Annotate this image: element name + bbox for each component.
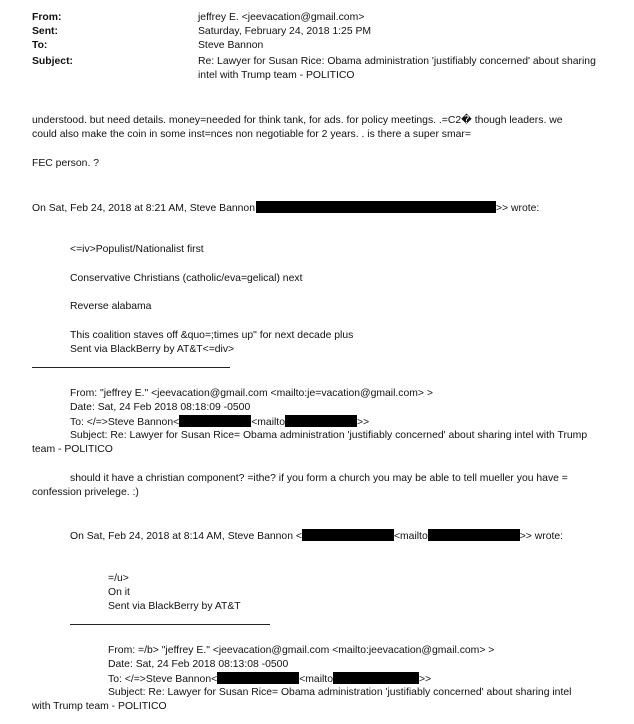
redaction-block <box>302 529 394 541</box>
from-label: From: <box>32 12 62 23</box>
reply2-header-before: On Sat, Feb 24, 2018 at 8:14 AM, Steve Bannon < <box>70 531 302 542</box>
redaction-block <box>217 672 299 684</box>
sent-value: Saturday, February 24, 2018 1:25 PM <box>198 26 372 37</box>
subject-line-1: Re: Lawyer for Susan Rice: Obama administration 'justifiably concerned' about sharing <box>198 56 596 67</box>
redaction-block <box>285 415 357 427</box>
reply1-line-5: Sent via BlackBerry by AT&T<=div> <box>70 344 235 355</box>
to-value: Steve Bannon <box>198 40 264 51</box>
quoted1-subject-1: Subject: Re: Lawyer for Susan Rice= Obama administration 'justifiably concerned' about sharing intel with Trump <box>70 430 588 441</box>
quoted1-date: Date: Sat, 24 Feb 2018 08:18:09 -0500 <box>70 402 251 413</box>
reply2-header <box>70 529 563 543</box>
reply1-line-3: Reverse alabama <box>70 301 152 312</box>
quoted1-to-before: To: </=>Steve Bannon< <box>70 417 180 428</box>
divider <box>32 367 230 368</box>
reply2-line-3: Sent via BlackBerry by AT&T <box>108 601 241 612</box>
quoted1-from: From: "jeffrey E." <jeevacation@gmail.com <mailto:je=vacation@gmail.com> > <box>70 388 433 399</box>
reply1-line-4: This coalition staves off &quo=;times up" for next decade plus <box>70 330 354 341</box>
quoted1-body-1: should it have a christian component? =ithe? if you form a church you may be able to tell mueller you have = <box>70 473 568 484</box>
subject-label: Subject: <box>32 56 73 67</box>
quoted2-date: Date: Sat, 24 Feb 2018 08:13:08 -0500 <box>108 659 289 670</box>
quoted2-subject-1: Subject: Re: Lawyer for Susan Rice= Obama administration 'justifiably concerned' about sharing intel <box>108 687 572 698</box>
redaction-block <box>333 672 419 684</box>
reply1-header <box>32 201 539 215</box>
reply2-header-mid: <mailto <box>393 531 428 542</box>
body-line-1: understood. but need details. money=needed for think tank, for ads. for policy meetings. .=C2� though leaders. we <box>32 115 563 126</box>
reply2-header-after: >> wrote: <box>519 531 564 542</box>
redaction-block <box>256 201 496 213</box>
body-line-3: FEC person. ? <box>32 158 99 169</box>
quoted1-to-after: >> <box>356 417 370 428</box>
redaction-block <box>179 415 251 427</box>
quoted2-to <box>108 672 431 686</box>
body-line-2: could also make the coin in some inst=nces non negotiable for 2 years. . is there a super smar= <box>32 129 471 140</box>
quoted2-to-before: To: </=>Steve Bannon< <box>108 674 218 685</box>
from-value: jeffrey E. <jeevacation@gmail.com> <box>198 12 365 23</box>
reply1-line-2: Conservative Christians (catholic/eva=gelical) next <box>70 273 303 284</box>
quoted1-subject-2: team - POLITICO <box>32 444 113 455</box>
quoted1-body-2: confession privelege. :) <box>32 487 139 498</box>
quoted2-to-after: >> <box>418 674 432 685</box>
quoted1-to <box>70 415 369 429</box>
redaction-block <box>428 529 520 541</box>
sent-label: Sent: <box>32 26 58 37</box>
divider <box>70 624 270 625</box>
to-label: To: <box>32 40 48 51</box>
quoted2-to-mid: <mailto <box>299 674 333 685</box>
quoted2-subject-2: with Trump team - POLITICO <box>32 701 167 712</box>
reply1-header-after: >> wrote: <box>495 203 540 214</box>
quoted1-to-mid: <mailto <box>251 417 285 428</box>
reply1-line-1: <=iv>Populist/Nationalist first <box>70 244 204 255</box>
quoted2-from: From: =/b> "jeffrey E." <jeevacation@gmail.com <mailto:jeevacation@gmail.com> > <box>108 645 495 656</box>
reply1-header-before: On Sat, Feb 24, 2018 at 8:21 AM, Steve Bannon <box>32 203 255 214</box>
subject-line-2: intel with Trump team - POLITICO <box>198 70 355 81</box>
reply2-line-1: =/u> <box>108 573 129 584</box>
reply2-line-2: On it <box>108 587 130 598</box>
